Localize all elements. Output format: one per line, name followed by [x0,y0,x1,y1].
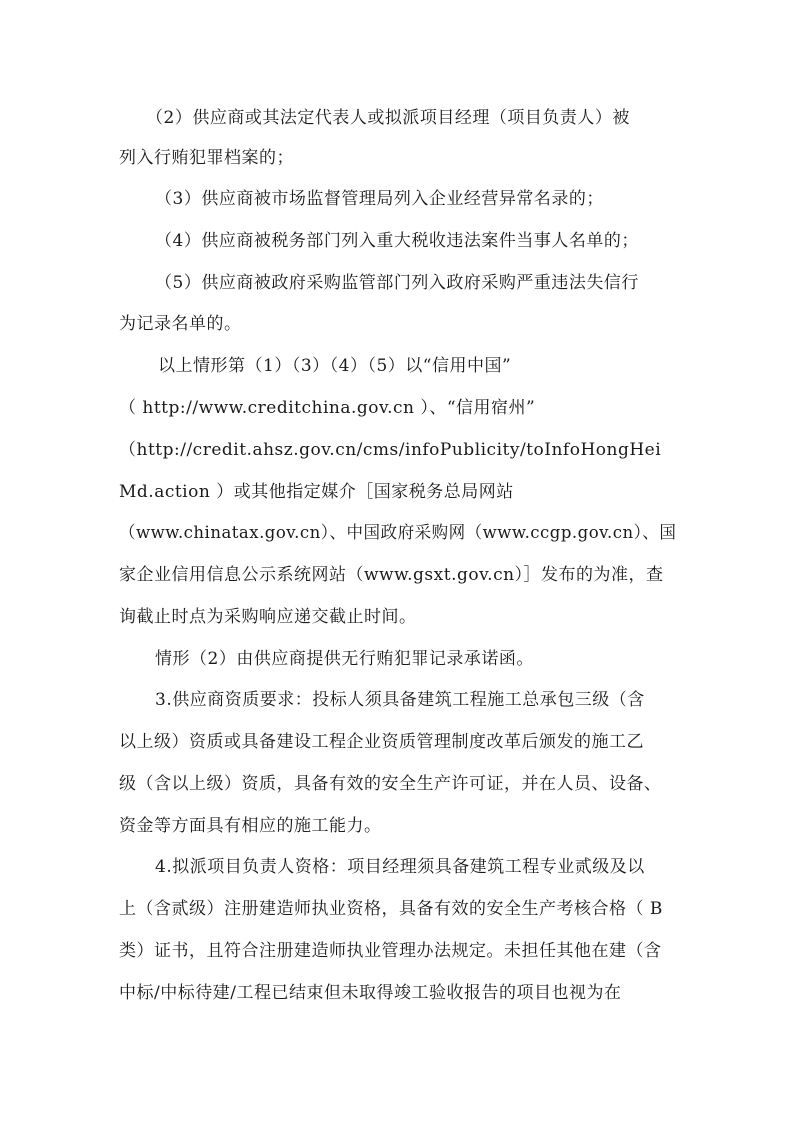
text-line [0,184,794,214]
text-line-content: （2）供应商或其法定代表人或拟派项目经理（项目负责人）被 [146,108,630,128]
text-line-content: （3）供应商被市场监督管理局列入企业经营异常名录的； [155,189,604,209]
text-line [0,351,794,381]
text-line-content: （5）供应商被政府采购监管部门列入政府采购严重违法失信行 [155,273,639,293]
text-line [0,811,794,841]
text-line-content: 3.供应商资质要求：投标人须具备建筑工程施工总承包三级（含 [155,690,645,710]
text-line [0,978,794,1008]
text-line [0,393,794,423]
text-line-content: 以上级）资质或具备建设工程企业资质管理制度改革后颁发的施工乙 [119,732,644,752]
text-line-content: 家企业信用信息公示系统网站（www.gsxt.gov.cn）］发布的为准，查 [119,565,664,585]
text-line-content: 询截止时点为采购响应递交截止时间。 [119,607,417,627]
text-line [0,644,794,674]
text-line [0,936,794,966]
text-line [0,477,794,507]
text-line-content: 级（含以上级）资质，具备有效的安全生产许可证，并在人员、设备、 [119,774,662,794]
text-line [0,268,794,298]
text-line-content: 中标/中标待建/工程已结束但未取得竣工验收报告的项目也视为在 [119,983,622,1003]
text-line-content: 4.拟派项目负责人资格：项目经理须具备建筑工程专业贰级及以 [155,857,645,877]
text-line-content: （http://credit.ahsz.gov.cn/cms/infoPublicity/toInfoHongHei [119,440,662,460]
text-line-content: 类）证书，且符合注册建造师执业管理办法规定。未担任其他在建（含 [119,941,662,961]
text-line-content: 列入行贿犯罪档案的； [119,148,294,168]
text-line [0,309,794,339]
text-line [0,518,794,548]
text-line [0,103,794,133]
text-line [0,560,794,590]
text-line-content: 以上情形第（1）（3）（4）（5）以“信用中国” [158,356,512,376]
text-line-content: 为记录名单的。 [119,314,242,334]
text-line [0,602,794,632]
text-line [0,226,794,256]
text-line [0,143,794,173]
text-line [0,894,794,924]
text-line [0,435,794,465]
text-line [0,769,794,799]
text-line [0,852,794,882]
text-line-content: （ http://www.creditchina.gov.cn ）、“信用宿州” [119,398,536,418]
text-line-content: （4）供应商被税务部门列入重大税收违法案件当事人名单的； [155,231,639,251]
text-line-content: 情形（2）由供应商提供无行贿犯罪记录承诺函。 [155,649,534,669]
text-line [0,685,794,715]
text-line-content: Md.action ）或其他指定媒介［国家税务总局网站 [119,482,514,502]
text-line-content: 资金等方面具有相应的施工能力。 [119,816,382,836]
text-line-content: （www.chinatax.gov.cn）、中国政府采购网（www.ccgp.gov.cn）、国 [119,523,677,543]
text-line [0,727,794,757]
text-line-content: 上（含贰级）注册建造师执业资格，具备有效的安全生产考核合格（ B [119,899,663,919]
